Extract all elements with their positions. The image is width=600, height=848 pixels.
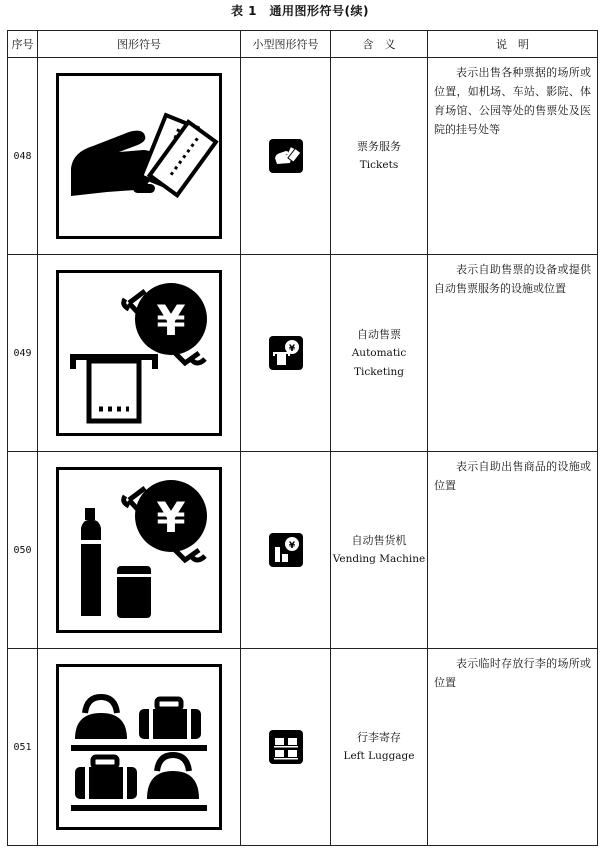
meaning-en: Vending Machine (332, 553, 426, 565)
header-number: 序号 (8, 31, 38, 58)
table-row (8, 452, 598, 649)
header-meaning: 含 义 (331, 31, 428, 58)
meaning-cn: 行李寄存 (357, 731, 401, 744)
tickets-small-icon (269, 139, 303, 173)
meaning-en: Left Luggage (343, 750, 415, 762)
row-number: 050 (8, 452, 38, 649)
automatic-ticketing-small-icon (269, 336, 303, 370)
vending-machine-small-icon (269, 533, 303, 567)
table-caption: 表 1 通用图形符号(续) (231, 4, 369, 18)
row-number: 051 (8, 649, 38, 846)
row-description: 表示自助售票的设备或提供自动售票服务的设施或位置 (428, 255, 598, 452)
svg-text:¥: ¥ (288, 541, 295, 551)
header-description: 说 明 (428, 31, 598, 58)
header-row (8, 31, 598, 58)
header-symbol: 图形符号 (38, 31, 241, 58)
vending-machine-icon (56, 467, 222, 633)
svg-text:¥: ¥ (288, 344, 295, 354)
svg-text:¥: ¥ (156, 493, 186, 542)
automatic-ticketing-icon (56, 270, 222, 436)
symbols-table (7, 30, 598, 846)
yen-symbol: ¥ (156, 296, 186, 345)
header-small-symbol: 小型图形符号 (241, 31, 331, 58)
meaning-en: Ticketing (354, 365, 404, 378)
table-row (8, 58, 598, 255)
meaning-cn: 票务服务 (357, 140, 401, 153)
tickets-icon (56, 73, 222, 239)
meaning-en: Tickets (359, 159, 399, 171)
row-number: 048 (8, 58, 38, 255)
row-description: 表示自助出售商品的设施或位置 (428, 452, 598, 649)
row-description: 表示临时存放行李的场所或位置 (428, 649, 598, 846)
table-row (8, 649, 598, 846)
table-row (8, 255, 598, 452)
meaning-cn: 自动售货机 (351, 534, 407, 547)
left-luggage-small-icon (269, 730, 303, 764)
left-luggage-icon (56, 664, 222, 830)
meaning-cn: 自动售票 (357, 327, 401, 341)
meaning-en: Automatic (351, 346, 407, 359)
row-number: 049 (8, 255, 38, 452)
row-description: 表示出售各种票据的场所或位置，如机场、车站、影院、体育场馆、公园等处的售票处及医院的挂号处等 (428, 58, 598, 255)
